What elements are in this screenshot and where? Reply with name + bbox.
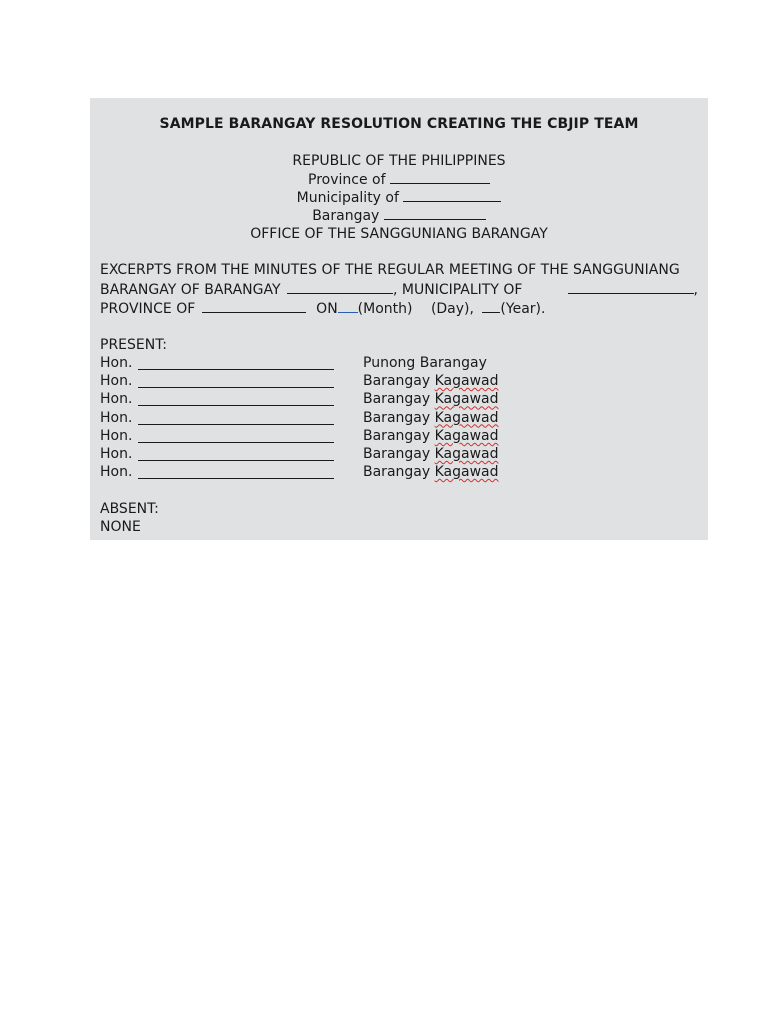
municipality-blank[interactable] [403,189,501,202]
member-prefix: Hon. [100,464,133,481]
year-label: (Year). [500,301,546,317]
member-title [363,391,499,407]
member-name-blank[interactable] [138,369,334,370]
member-prefix: Hon. [100,427,133,444]
member-prefix: Hon. [100,391,133,408]
member-title-text: Barangay [363,446,431,462]
absent-value: NONE [100,519,141,535]
office-heading: OFFICE OF THE SANGGUNIANG BARANGAY [250,226,548,242]
member-title-word: Kagawad [434,446,499,462]
member-title-word: Kagawad [434,427,499,444]
member-title [363,355,487,371]
member-title [363,446,499,462]
month-label: (Month) [357,301,413,317]
member-title-text: Barangay [363,427,431,444]
document-title: SAMPLE BARANGAY RESOLUTION CREATING THE CBJIP TEAM [159,116,639,132]
barangay-blank[interactable] [384,207,486,220]
on-label: ON [316,301,338,317]
member-prefix: Hon. [100,373,133,390]
province-blank[interactable] [390,171,490,184]
resolution-panel [90,98,708,540]
member-title [363,410,499,426]
member-prefix: Hon. [100,446,133,462]
barangay-line [90,207,708,224]
barangay-of-label: BARANGAY OF BARANGAY [100,282,281,298]
excerpt-line-3 [100,300,698,317]
trailing-comma: , [693,282,698,298]
day-blank[interactable] [482,300,500,313]
province-label: Province of [308,172,386,188]
province-line [90,171,708,188]
member-title-text: Barangay [363,464,431,481]
member-title-text: Barangay [363,373,431,390]
absent-heading: ABSENT: [100,501,159,517]
member-title [363,428,499,444]
member-name-blank[interactable] [138,424,334,425]
member-prefix: Hon. [100,409,133,426]
municipality-label: Municipality of [296,190,399,206]
member-title [363,373,499,389]
municipality-of-blank[interactable] [568,281,694,294]
member-name-blank[interactable] [138,405,334,406]
member-name-blank[interactable] [138,387,334,388]
member-title-text: Barangay [363,409,431,426]
member-name-blank[interactable] [138,442,334,443]
barangay-of-blank[interactable] [287,281,393,294]
member-name-blank[interactable] [138,460,334,461]
day-label: (Day), [430,301,474,317]
member-title-word: Kagawad [434,373,499,390]
barangay-label: Barangay [312,208,380,224]
present-heading: PRESENT: [100,337,167,353]
excerpt-line-2 [100,281,698,298]
member-title-word: Kagawad [434,391,499,408]
municipality-line [90,189,708,206]
member-title-word: Kagawad [434,464,499,481]
month-blank[interactable] [338,300,358,313]
member-name-blank[interactable] [138,478,334,479]
member-title [363,464,499,480]
member-title-text: Punong Barangay [363,355,487,371]
member-title-word: Kagawad [434,409,499,426]
municipality-of-label: , MUNICIPALITY OF [393,282,523,298]
excerpt-line-1: EXCERPTS FROM THE MINUTES OF THE REGULAR MEETING OF THE SANGGUNIANG [100,262,680,278]
member-title-text: Barangay [363,391,431,408]
province-of-blank[interactable] [202,300,306,313]
province-of-label: PROVINCE OF [100,301,196,317]
member-prefix: Hon. [100,355,133,371]
republic-heading: REPUBLIC OF THE PHILIPPINES [292,153,506,169]
